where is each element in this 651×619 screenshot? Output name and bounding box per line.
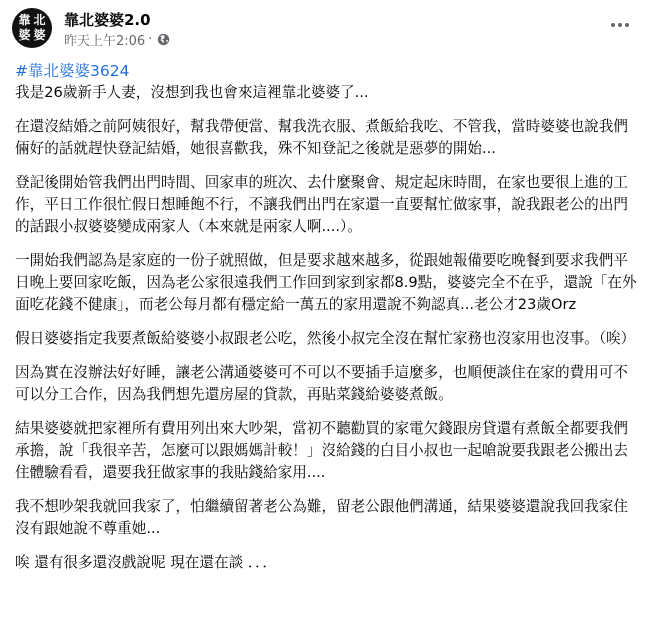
avatar-char: 婆 (33, 28, 46, 42)
post-paragraph: 唉 還有很多還沒戲說呢 現在還在談 ．．． (15, 554, 278, 571)
page-name-link[interactable]: 靠北婆婆2.0 (64, 11, 151, 29)
post-header (12, 8, 639, 52)
globe-icon (157, 33, 170, 46)
post-paragraph: 假日婆婆指定我要煮飯給婆婆小叔跟老公吃，然後小叔完全沒在幫忙家務也沒家用也沒事。（唉） (15, 330, 636, 347)
post-paragraph: 登記後開始管我們出門時間、回家車的班次、去什麼聚會、規定起床時間，在家也要很上進的工作，平日工作很忙假日想睡飽不行，不讓我們出門在家還一直要幫忙做家事，說我跟老公的出門的話跟小叔婆婆變成兩家人（本來就是兩家人啊....）。 (15, 174, 628, 235)
post-paragraph: 我是26歲新手人妻，沒想到我也會來這裡靠北婆婆了... (15, 84, 369, 101)
page-avatar[interactable] (12, 8, 52, 48)
post-body (15, 60, 640, 574)
post-meta (64, 30, 170, 49)
post-timestamp[interactable]: 昨天上午2:06 (64, 34, 146, 49)
more-options-button[interactable] (605, 10, 635, 40)
avatar-char: 靠 (18, 13, 31, 27)
more-options-icon (625, 23, 629, 27)
meta-separator: · (148, 32, 153, 47)
hashtag-link[interactable]: #靠北婆婆3624 (15, 62, 130, 80)
avatar-logo (17, 13, 47, 43)
post-paragraph: 因為實在沒辦法好好睡，讓老公溝通婆婆可不可以不要插手這麼多，也順便談住在家的費用可不可以分工合作，因為我們想先還房屋的貸款，再貼菜錢給婆婆煮飯。 (15, 364, 628, 403)
more-options-icon (618, 23, 622, 27)
post-paragraph: 我不想吵架我就回我家了，怕繼續留著老公為難，留老公跟他們溝通，結果婆婆還說我回我家住沒有跟她說不尊重她... (15, 498, 628, 537)
more-options-icon (611, 23, 615, 27)
post-paragraph: 在還沒結婚之前阿姨很好，幫我帶便當、幫我洗衣服、煮飯給我吃、不管我，當時婆婆也說我們倆好的話就趕快登記結婚，她很喜歡我，殊不知登記之後就是惡夢的開始... (15, 118, 628, 157)
post-paragraph: 結果婆婆就把家裡所有費用列出來大吵架，當初不聽勸買的家電欠錢跟房貸還有煮飯全都要我們承擔，說「我很辛苦，怎麼可以跟媽媽計較！」沒給錢的白目小叔也一起嗆說要我跟老公搬出去住體驗看看，還要我狂做家事的我貼錢給家用.... (15, 420, 628, 481)
post-paragraph: 一開始我們認為是家庭的一份子就照做，但是要求越來越多，從跟她報備要吃晚餐到要求我們平日晚上要回家吃飯，因為老公家很遠我們工作回到家到家都8.9點，婆婆完全不在乎，還說「在外面吃花錢不健康」，而老公每月都有穩定給一萬五的家用還說不夠認真...老公才23歲Orz (15, 252, 637, 313)
avatar-char: 北 (33, 13, 46, 27)
avatar-char: 婆 (18, 28, 31, 42)
